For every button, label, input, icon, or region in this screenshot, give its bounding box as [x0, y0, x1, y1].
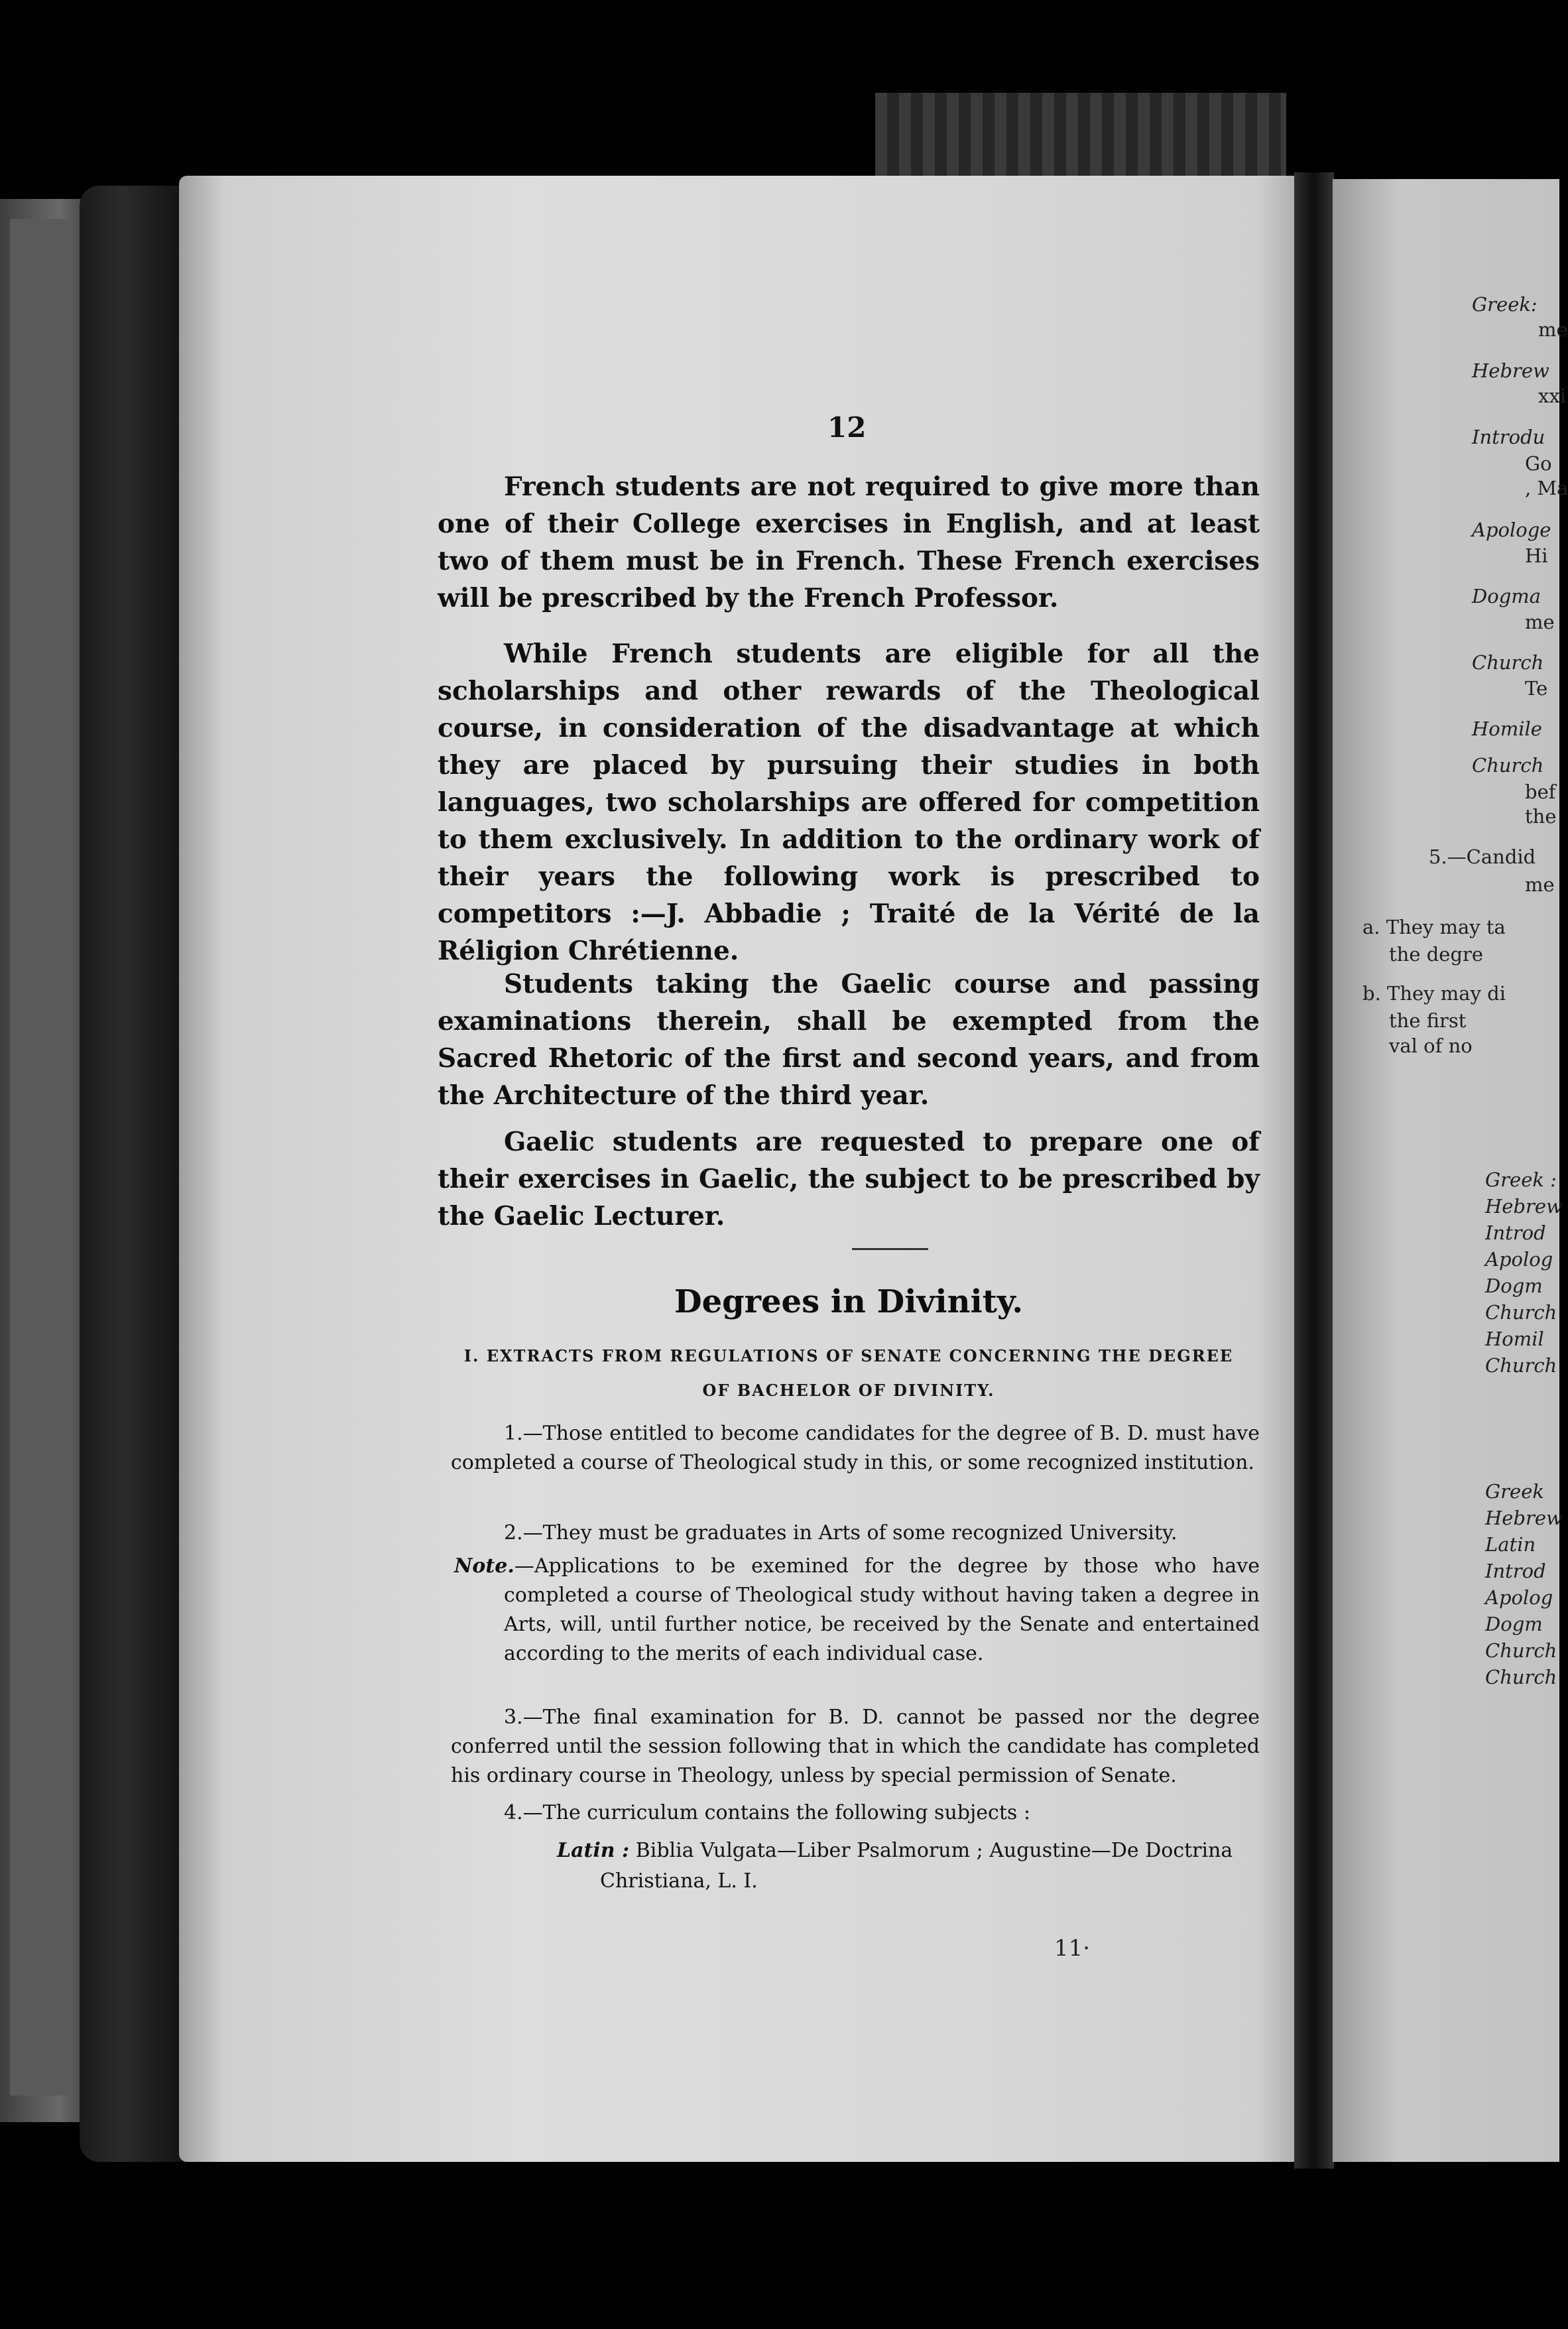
- facing-page: [1333, 179, 1568, 2162]
- facing-page-fragment: , Ma: [1525, 477, 1568, 499]
- regulation-text: 1.—Those entitled to become candidates for the degree of B. D. must have completed a course of Theological study in this, or some recognized institution.: [451, 1422, 1260, 1474]
- facing-page-fragment: Dogma: [1472, 585, 1541, 607]
- handwritten-mark: 11·: [1054, 1935, 1091, 1962]
- paragraph-text: French students are not required to give more than one of their College exercises in English, and at least two of them must be in French. These French exercises will be prescribed by the French Professor.: [438, 472, 1260, 613]
- facing-page-fragment: Hebrew: [1485, 1195, 1563, 1218]
- curriculum-latin-continued: Christiana, L. I.: [600, 1869, 758, 1893]
- facing-page-fragment: Homile: [1472, 718, 1542, 740]
- page-number: 12: [827, 411, 867, 444]
- latin-text: Biblia Vulgata—Liber Psalmorum ; Augustine—De Doctrina: [635, 1839, 1233, 1862]
- facing-page-fragment: Church: [1472, 651, 1544, 674]
- facing-page-fragment: val of no: [1389, 1035, 1473, 1057]
- facing-page-fragment: Hi: [1525, 544, 1548, 567]
- regulation-text: 3.—The final examination for B. D. cannot be passed nor the degree conferred until the session following that in which the candidate has completed his ordinary course in Theology, unless by special permission of Senate.: [451, 1706, 1260, 1787]
- facing-page-fragment: the: [1525, 805, 1557, 828]
- paragraph-text: Students taking the Gaelic course and passing examinations therein, shall be exempted from the Sacred Rhetoric of the first and second years, and from the Architecture of the third year.: [438, 969, 1260, 1111]
- facing-page-fragment: Te: [1525, 677, 1548, 700]
- facing-page-fragment: Church: [1485, 1301, 1557, 1324]
- facing-page-fragment: Church: [1472, 754, 1544, 777]
- facing-page-fragment: Latin: [1485, 1533, 1536, 1556]
- facing-page-fragment: Introd: [1485, 1222, 1546, 1244]
- paragraph-gaelic-exercises: [438, 1123, 1260, 1235]
- regulation-item-3: [451, 1703, 1260, 1791]
- facing-page-fragment: Greek: [1485, 1480, 1544, 1503]
- facing-page-fragment: b. They may di: [1362, 982, 1506, 1005]
- subheading-line-2: OF BACHELOR OF DIVINITY.: [702, 1381, 995, 1400]
- facing-page-fragment: Greek:: [1472, 293, 1538, 316]
- facing-page-fragment: xxi: [1538, 385, 1566, 407]
- facing-page-fragment: a. They may ta: [1362, 916, 1506, 938]
- paragraph-text: While French students are eligible for all the scholarships and other rewards of the Theological course, in consideration of the disadvantage at which they are placed by pursuing their studies in both languages, two scholarships are offered for competition to them exclusively. In addition to the ordinary work of their years the following work is prescribed to competitors :—J. Abbadie ; Traité de la Vérité de la Réligion Chrétienne.: [438, 639, 1260, 966]
- regulation-item-1: [451, 1419, 1260, 1478]
- note-label: Note.: [454, 1554, 514, 1578]
- facing-page-fragment: Greek :: [1485, 1168, 1557, 1191]
- facing-page-fragment: Hebrew: [1485, 1507, 1563, 1529]
- facing-page-fragment: Homil: [1485, 1328, 1544, 1350]
- paragraph-french-exercises: [438, 468, 1260, 617]
- regulation-item-2: [451, 1519, 1260, 1548]
- paragraph-french-scholarships: [438, 635, 1260, 970]
- facing-page-fragment: Dogm: [1485, 1613, 1543, 1635]
- left-page-edge-inner: [10, 219, 73, 2096]
- section-rule: [852, 1248, 928, 1250]
- curriculum-latin: [557, 1836, 1233, 1866]
- book-spine: [80, 186, 186, 2162]
- book-gutter: [1294, 172, 1334, 2169]
- facing-page-fragment: Church: [1485, 1354, 1557, 1377]
- facing-page-fragment: the first: [1389, 1009, 1467, 1032]
- regulation-text: 2.—They must be graduates in Arts of some recognized University.: [504, 1521, 1177, 1544]
- paragraph-gaelic-course: [438, 966, 1260, 1114]
- note-text: —Applications to be exemined for the degree by those who have completed a course of Theological study without having taken a degree in Arts, will, until further notice, be received by the Senate and entertained according to the merits of each individual case.: [504, 1554, 1260, 1665]
- facing-page-fragment: Introd: [1485, 1560, 1546, 1582]
- facing-page-fragment: Dogm: [1485, 1275, 1543, 1297]
- section-heading: Degrees in Divinity.: [674, 1283, 1024, 1320]
- facing-page-fragment: Church: [1485, 1639, 1557, 1662]
- regulation-item-4: [451, 1798, 1260, 1828]
- facing-page-fragment: the degre: [1389, 943, 1484, 966]
- facing-page-fragment: me: [1525, 873, 1555, 896]
- regulation-text: 4.—The curriculum contains the following subjects :: [504, 1801, 1030, 1824]
- subheading-line-1: I. EXTRACTS FROM REGULATIONS OF SENATE CONCERNING THE DEGREE: [463, 1346, 1234, 1365]
- regulation-note: [454, 1552, 1260, 1668]
- facing-page-fragment: Apologe: [1472, 519, 1551, 541]
- facing-page-fragment: me: [1525, 611, 1555, 633]
- facing-page-fragment: bef: [1525, 781, 1556, 803]
- facing-page-fragment: 5.—Candid: [1429, 846, 1536, 868]
- facing-page-fragment: Apolog: [1485, 1248, 1553, 1271]
- facing-page-fragment: Go: [1525, 452, 1552, 475]
- facing-page-fragment: Apolog: [1485, 1586, 1553, 1609]
- facing-page-fragment: Introdu: [1472, 426, 1545, 448]
- facing-page-fragment: Hebrew: [1472, 359, 1549, 382]
- latin-label: Latin :: [557, 1839, 630, 1862]
- facing-page-fragment: me: [1538, 318, 1568, 341]
- paragraph-text: Gaelic students are requested to prepare one of their exercises in Gaelic, the subject to be prescribed by the Gaelic Lecturer.: [438, 1127, 1260, 1231]
- facing-page-fragment: Church: [1485, 1666, 1557, 1688]
